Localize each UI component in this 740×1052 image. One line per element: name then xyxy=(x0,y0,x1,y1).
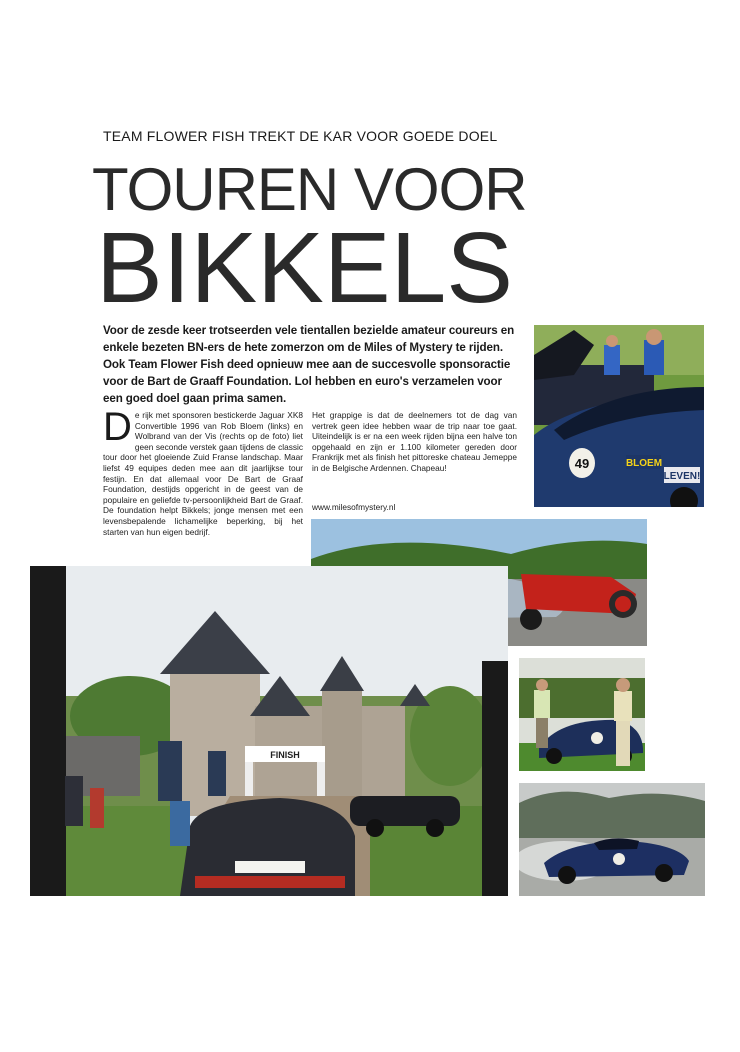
article-kicker: TEAM FLOWER FISH TREKT DE KAR VOOR GOEDE DOEL xyxy=(103,128,498,144)
lead-paragraph: Voor de zesde keer trotseerden vele tientallen bezielde amateur coureurs en enkele bezeten BN-ers de hete zomerzon om de Miles of Mystery te rijden. Ook Team Flower Fish deed opnieuw mee aan de succesvolle sponsoractie voor de Bart de Graaff Foundation. Lol hebben en euro's verzamelen voor een goed doel gaan prima samen. xyxy=(103,324,515,405)
website-url: www.milesofmystery.nl xyxy=(312,502,396,512)
drop-cap: D xyxy=(103,405,132,449)
body-column-1-text: e rijk met sponsoren bestickerde Jaguar XK8 Convertible 1996 van Rob Bloem (links) en Wolbrand van der Vis (rechts op de foto) liet geen seconde verstek gaan tijdens de classic tour door het gloeiende Zuid Franse landschap. Maar liefst 49 equipes deden mee aan dit jaarlijkse tour festijn. En dat allemaal voor De Bart de Graaf Foundation, destijds opgericht in de geest van de populaire en geliefde tv-persoonlijkheid Bart de Graaf. De foundation helpt Bikkels; jonge mensen met een levensbepalende lichamelijke beperking, bij het starten van hun eigen bedrijf. xyxy=(103,410,303,537)
photo-team-drivers xyxy=(519,658,645,771)
finish-banner-text: FINISH xyxy=(270,750,300,760)
car-number: 49 xyxy=(574,456,590,471)
photo-castle-finish xyxy=(30,566,508,896)
car-slogan-text: LEVEN! xyxy=(663,471,701,482)
photo-drifting-car xyxy=(519,783,705,896)
car-sponsor-text: BLOEM xyxy=(625,458,663,469)
body-column-2: Het grappige is dat de deelnemers tot de dag van vertrek geen idee hebben waar de trip naar toe gaat. Uiteindelijk is er na een week rijden bijna een halve ton opgehaald en zijn er 1.100 kilometer gereden door Frankrijk met als finish het pittoreske chateau Jemeppe in de Belgische Ardennen. Chapeau! xyxy=(312,410,517,473)
headline-line-1: TOUREN VOOR xyxy=(92,156,527,223)
body-column-1 xyxy=(103,405,303,537)
photo-jaguar-49 xyxy=(534,325,704,507)
headline-line-2: BIKKELS xyxy=(96,212,513,324)
